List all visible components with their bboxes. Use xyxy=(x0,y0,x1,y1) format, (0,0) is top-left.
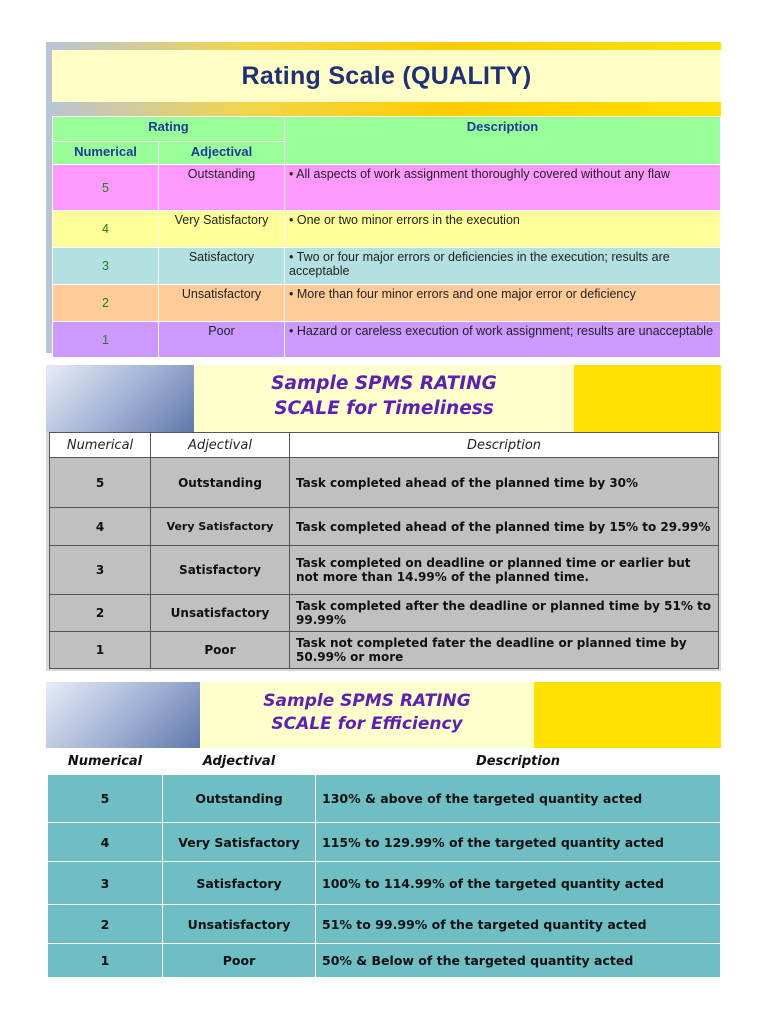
table-row xyxy=(48,944,721,978)
table-row xyxy=(50,632,719,669)
table-row xyxy=(53,322,721,358)
adjectival-cell: Outstanding xyxy=(159,165,285,211)
adjectival-cell: Poor xyxy=(163,944,316,978)
numerical-cell: 2 xyxy=(53,285,159,322)
header-gradient-block xyxy=(46,682,200,748)
table-row xyxy=(48,775,721,823)
numerical-cell: 3 xyxy=(48,862,163,905)
table-row xyxy=(50,595,719,632)
numerical-cell: 2 xyxy=(48,905,163,944)
timeliness-title-line1: Sample SPMS RATING xyxy=(271,373,497,394)
description-cell: • Two or four major errors or deficiencies in the execution; results are acceptable xyxy=(285,248,721,285)
numerical-cell: 1 xyxy=(50,632,151,669)
efficiency-panel xyxy=(46,682,721,978)
description-cell: Task completed ahead of the planned time by 30% xyxy=(290,458,719,508)
header-accent-block xyxy=(534,682,721,748)
adjectival-cell: Unsatisfactory xyxy=(163,905,316,944)
header-gradient-block xyxy=(46,365,194,432)
header-accent-block xyxy=(574,365,721,432)
adjectival-cell: Very Satisfactory xyxy=(163,823,316,862)
numerical-cell: 3 xyxy=(50,546,151,595)
adjectival-cell: Poor xyxy=(159,322,285,358)
description-cell: Task completed on deadline or planned time or earlier but not more than 14.99% of the planned time. xyxy=(290,546,719,595)
adjectival-cell: Unsatisfactory xyxy=(159,285,285,322)
table-row xyxy=(50,546,719,595)
efficiency-title-line2: SCALE for Efficiency xyxy=(271,714,463,734)
description-cell: Task not completed fater the deadline or planned time by 50.99% or more xyxy=(290,632,719,669)
adjectival-cell: Satisfactory xyxy=(163,862,316,905)
description-header: Description xyxy=(285,117,721,165)
description-cell: 50% & Below of the targeted quantity acted xyxy=(316,944,721,978)
numerical-cell: 1 xyxy=(53,322,159,358)
description-cell: • All aspects of work assignment thoroughly covered without any flaw xyxy=(285,165,721,211)
table-row xyxy=(48,862,721,905)
adjectival-header: Adjectival xyxy=(159,142,285,165)
adjectival-header: Adjectival xyxy=(163,748,316,775)
quality-header-row xyxy=(53,117,721,142)
quality-table xyxy=(52,116,721,358)
adjectival-cell: Unsatisfactory xyxy=(151,595,290,632)
description-cell: 100% to 114.99% of the targeted quantity acted xyxy=(316,862,721,905)
adjectival-cell: Satisfactory xyxy=(151,546,290,595)
description-header: Description xyxy=(316,748,721,775)
description-cell: Task completed ahead of the planned time by 15% to 29.99% xyxy=(290,508,719,546)
quality-title-band xyxy=(52,50,721,102)
table-row xyxy=(53,211,721,248)
table-row xyxy=(48,905,721,944)
adjectival-cell: Poor xyxy=(151,632,290,669)
table-row xyxy=(48,823,721,862)
description-cell: • Hazard or careless execution of work assignment; results are unacceptable xyxy=(285,322,721,358)
numerical-cell: 4 xyxy=(48,823,163,862)
timeliness-panel xyxy=(46,365,721,671)
description-cell: Task completed after the deadline or planned time by 51% to 99.99% xyxy=(290,595,719,632)
numerical-cell: 4 xyxy=(53,211,159,248)
efficiency-title-line1: Sample SPMS RATING xyxy=(263,691,471,711)
description-header: Description xyxy=(290,433,719,458)
numerical-cell: 2 xyxy=(50,595,151,632)
numerical-header: Numerical xyxy=(50,433,151,458)
adjectival-cell: Outstanding xyxy=(163,775,316,823)
description-cell: 51% to 99.99% of the targeted quantity acted xyxy=(316,905,721,944)
numerical-header: Numerical xyxy=(53,142,159,165)
numerical-cell: 4 xyxy=(50,508,151,546)
efficiency-title xyxy=(200,690,534,736)
adjectival-cell: Satisfactory xyxy=(159,248,285,285)
description-cell: 130% & above of the targeted quantity acted xyxy=(316,775,721,823)
timeliness-title-line2: SCALE for Timeliness xyxy=(274,398,494,419)
timeliness-table xyxy=(49,432,719,669)
efficiency-header-row xyxy=(48,748,721,775)
numerical-cell: 5 xyxy=(48,775,163,823)
numerical-cell: 1 xyxy=(48,944,163,978)
table-row xyxy=(50,458,719,508)
numerical-header: Numerical xyxy=(48,748,163,775)
table-row xyxy=(53,285,721,322)
description-cell: 115% to 129.99% of the targeted quantity acted xyxy=(316,823,721,862)
timeliness-header-row xyxy=(50,433,719,458)
numerical-cell: 5 xyxy=(53,165,159,211)
quality-title: Rating Scale (QUALITY) xyxy=(241,62,532,90)
adjectival-cell: Outstanding xyxy=(151,458,290,508)
description-cell: • More than four minor errors and one major error or deficiency xyxy=(285,285,721,322)
numerical-cell: 5 xyxy=(50,458,151,508)
quality-panel xyxy=(46,42,721,353)
table-row xyxy=(53,248,721,285)
timeliness-title xyxy=(194,371,574,421)
table-row xyxy=(53,165,721,211)
adjectival-cell: Very Satisfactory xyxy=(159,211,285,248)
rating-header: Rating xyxy=(53,117,285,142)
adjectival-cell: Very Satisfactory xyxy=(151,508,290,546)
numerical-cell: 3 xyxy=(53,248,159,285)
efficiency-table xyxy=(47,748,721,978)
table-row xyxy=(50,508,719,546)
adjectival-header: Adjectival xyxy=(151,433,290,458)
description-cell: • One or two minor errors in the execution xyxy=(285,211,721,248)
